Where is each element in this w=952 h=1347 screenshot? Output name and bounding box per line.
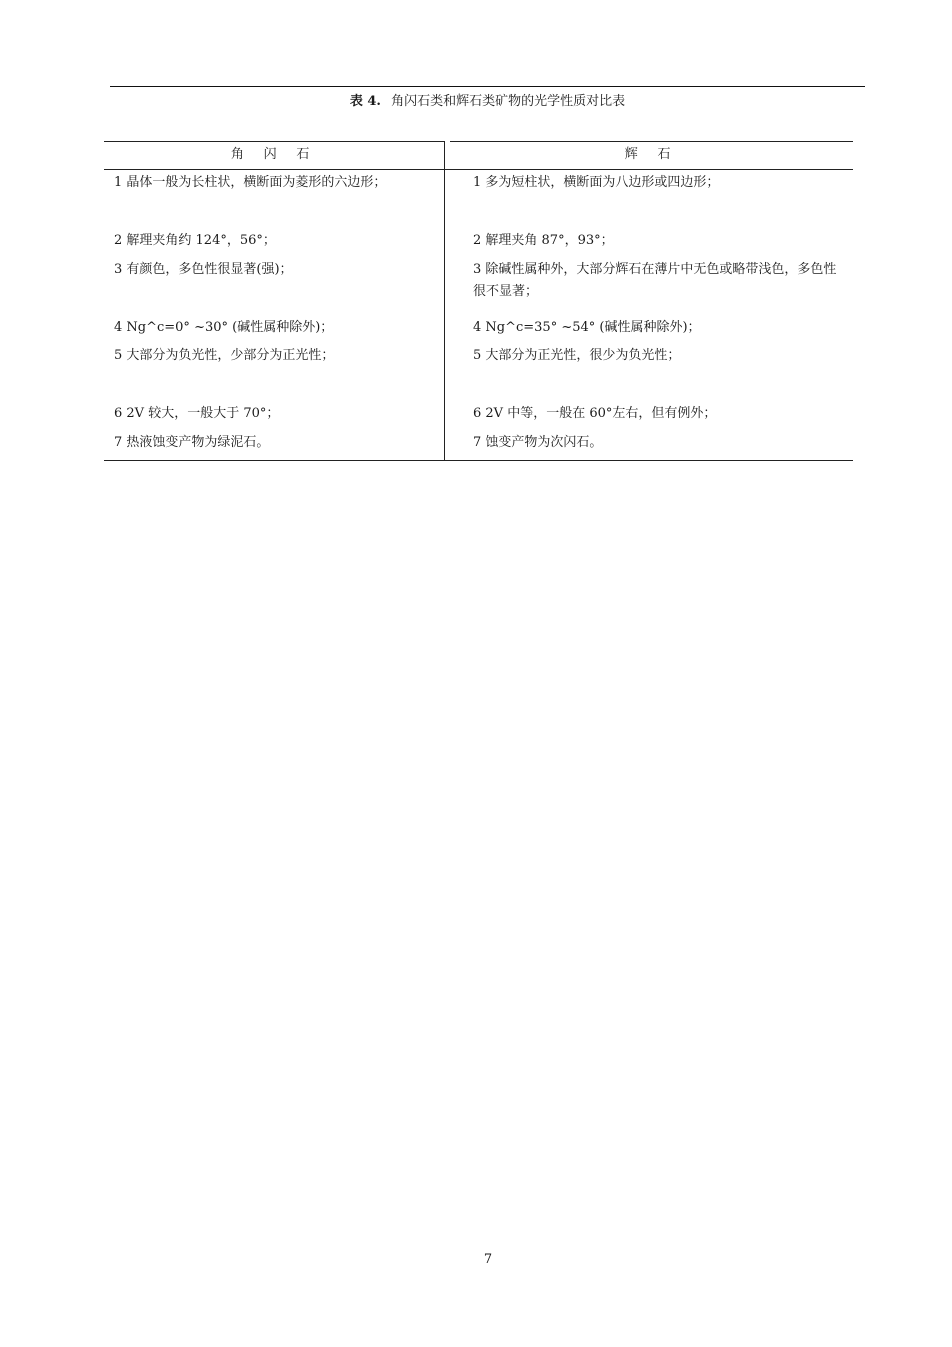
pyroxene-row: 3 除碱性属种外，大部分辉石在薄片中无色或略带浅色，多色性很不显著； (473, 262, 837, 299)
pyroxene-row: 4 Ng^c=35° ~54° (碱性属种除外)； (473, 320, 701, 335)
pyroxene-row: 2 解理夹角 87°，93°； (473, 233, 614, 248)
table-caption (110, 92, 865, 112)
header-top-rule-left (104, 141, 444, 142)
amphibole-row: 3 有颜色，多色性很显著(强)； (114, 262, 293, 277)
amphibole-row: 1 晶体一般为长柱状，横断面为菱形的六边形； (114, 175, 387, 190)
header-pyroxene: 辉 石 (624, 147, 679, 162)
amphibole-row: 6 2V 较大，一般大于 70°； (114, 406, 280, 421)
pyroxene-row: 7 蚀变产物为次闪石。 (473, 435, 603, 450)
page-number: 7 (483, 1252, 493, 1267)
table-top-rule (110, 86, 865, 87)
header-bottom-rule (104, 169, 853, 170)
amphibole-row: 5 大部分为负光性，少部分为正光性； (114, 348, 335, 363)
pyroxene-row: 6 2V 中等，一般在 60°左右，但有例外； (473, 406, 717, 421)
pyroxene-row: 1 多为短柱状，横断面为八边形或四边形； (473, 175, 720, 190)
comparison-table (104, 141, 853, 461)
amphibole-row: 4 Ng^c=0° ~30° (碱性属种除外)； (114, 320, 334, 335)
amphibole-row: 7 热液蚀变产物为绿泥石。 (114, 435, 270, 450)
column-divider (444, 141, 445, 461)
table-title: 角闪石类和辉石类矿物的光学性质对比表 (391, 94, 626, 109)
table-number: 表 4. (349, 94, 381, 109)
table-bottom-rule (104, 460, 853, 461)
amphibole-row: 2 解理夹角约 124°，56°； (114, 233, 276, 248)
header-amphibole: 角 闪 石 (230, 147, 318, 162)
pyroxene-row: 5 大部分为正光性，很少为负光性； (473, 348, 681, 363)
header-top-rule-right (450, 141, 853, 142)
